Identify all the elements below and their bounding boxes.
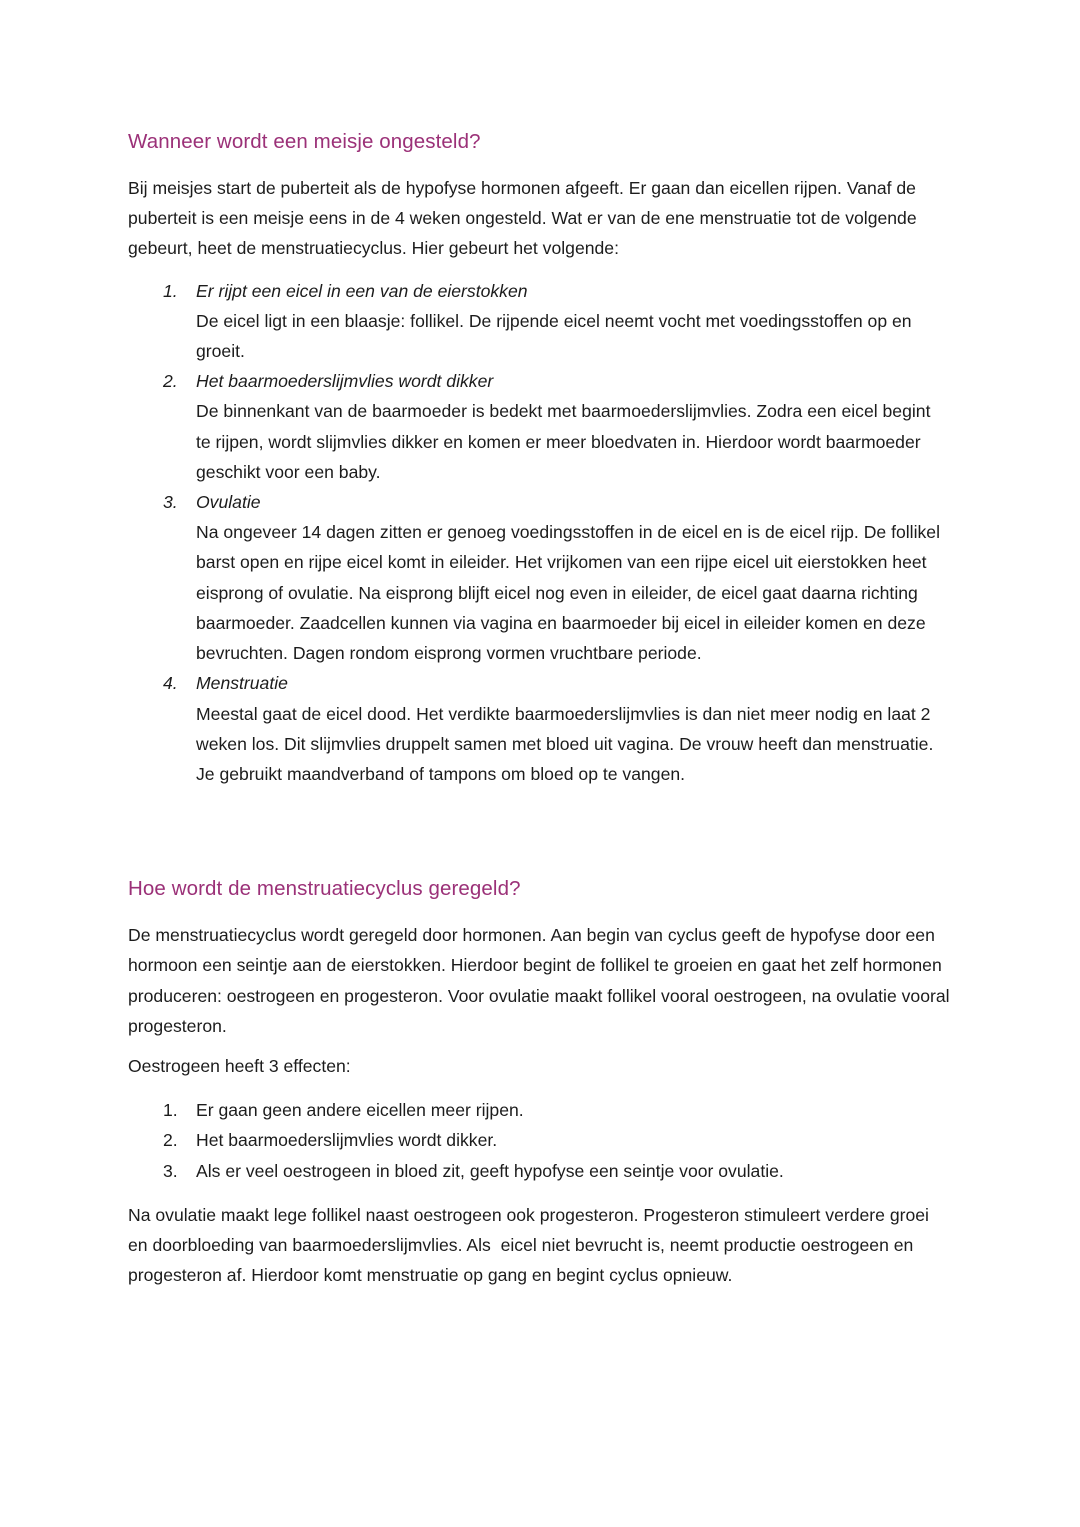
spacer xyxy=(128,1081,950,1095)
list-marker: 2. xyxy=(163,371,178,392)
list-item xyxy=(128,366,950,487)
section-heading-menstruatie: Wanneer wordt een meisje ongesteld? xyxy=(128,130,481,153)
list-marker: 3. xyxy=(163,1160,178,1181)
list-item-text: Na ongeveer 14 dagen zitten er genoeg voedingsstoffen in de eicel en is de eicel rijp. De follikel barst open en rijpe eicel komt in eileider. Het vrijkomen van een rijpe eicel uit eierstokken heet eisprong of ovulatie. Na eisprong blijft eicel nog even in eileider, de eicel gaat daarna richting baarmoeder. Zaadcellen kunnen via vagina en baarmoeder bij eicel in eileider komen en deze bevruchten. Dagen rondom eisprong vormen vruchtbare periode. xyxy=(196,522,940,664)
list-item-text: Als er veel oestrogeen in bloed zit, geeft hypofyse een seintje voor ovulatie. xyxy=(196,1160,784,1181)
list-marker: 3. xyxy=(163,492,178,513)
oestrogeen-lead-in: Oestrogeen heeft 3 effecten: xyxy=(128,1055,351,1076)
list-item-text: Er gaan geen andere eicellen meer rijpen. xyxy=(196,1100,524,1121)
document-body xyxy=(128,128,950,1290)
section-2-closing-paragraph: Na ovulatie maakt lege follikel naast oestrogeen ook progesteron. Progesteron stimuleert verdere groei en doorbloeding van baarmoederslijmvlies. Als eicel niet bevrucht is, neemt productie oestrogeen en progesteron af. Hierdoor komt menstruatie op gang en begint cyclus opnieuw. xyxy=(128,1204,934,1286)
list-item xyxy=(128,1095,950,1125)
list-marker: 2. xyxy=(163,1130,178,1151)
list-item-text: De eicel ligt in een blaasje: follikel. De rijpende eicel neemt vocht met voedingsstoffen op en groeit. xyxy=(196,310,912,362)
list-item-title: Er rijpt een eicel in een van de eierstokken xyxy=(196,280,528,301)
list-item-title: Het baarmoederslijmvlies wordt dikker xyxy=(196,371,494,392)
list-item-text: De binnenkant van de baarmoeder is bedekt met baarmoederslijmvlies. Zodra een eicel begint te rijpen, wordt slijmvlies dikker en komen er meer bloedvaten in. Hierdoor wordt baarmoeder geschikt voor een baby. xyxy=(196,401,931,482)
list-item-text: Het baarmoederslijmvlies wordt dikker. xyxy=(196,1130,498,1151)
list-marker: 1. xyxy=(163,1100,178,1121)
section-spacer xyxy=(128,789,950,875)
list-item-text: Meestal gaat de eicel dood. Het verdikte baarmoederslijmvlies is dan niet meer nodig en laat 2 weken los. Dit slijmvlies druppelt samen met bloed uit vagina. De vrouw heeft dan menstruatie. Je gebruikt maandverband of tampons om bloed op te vangen. xyxy=(196,703,934,784)
list-item-title: Menstruatie xyxy=(196,673,288,694)
spacer xyxy=(128,902,950,920)
list-item xyxy=(128,487,950,668)
cyclus-steps-list xyxy=(128,276,950,789)
spacer xyxy=(128,155,950,173)
spacer xyxy=(128,1041,950,1051)
oestrogeen-effecten-list xyxy=(128,1095,950,1186)
section-heading-regeling: Hoe wordt de menstruatiecyclus geregeld? xyxy=(128,877,521,901)
list-item xyxy=(128,1156,950,1186)
list-item-title: Ovulatie xyxy=(196,492,261,513)
list-item xyxy=(128,668,950,789)
spacer xyxy=(128,264,950,276)
list-item xyxy=(128,276,950,367)
section-1-intro-paragraph: Bij meisjes start de puberteit als de hypofyse hormonen afgeeft. Er gaan dan eicellen rijpen. Vanaf de puberteit is een meisje eens in de 4 weken ongesteld. Wat er van de ene menstruatie tot de volgende gebeurt, heet de menstruatiecyclus. Hier gebeurt het volgende: xyxy=(128,178,917,259)
list-marker: 4. xyxy=(163,673,178,694)
spacer xyxy=(128,1186,950,1200)
list-item xyxy=(128,1125,950,1155)
section-2-intro-paragraph: De menstruatiecyclus wordt geregeld door hormonen. Aan begin van cyclus geeft de hypofyse door een hormoon een seintje aan de eierstokken. Hierdoor begint de follikel te groeien en gaat het zelf hormonen produceren: oestrogeen en progesteron. Voor ovulatie maakt follikel vooral oestrogeen, na ovulatie vooral progesteron. xyxy=(128,925,950,1036)
list-marker: 1. xyxy=(163,280,178,301)
